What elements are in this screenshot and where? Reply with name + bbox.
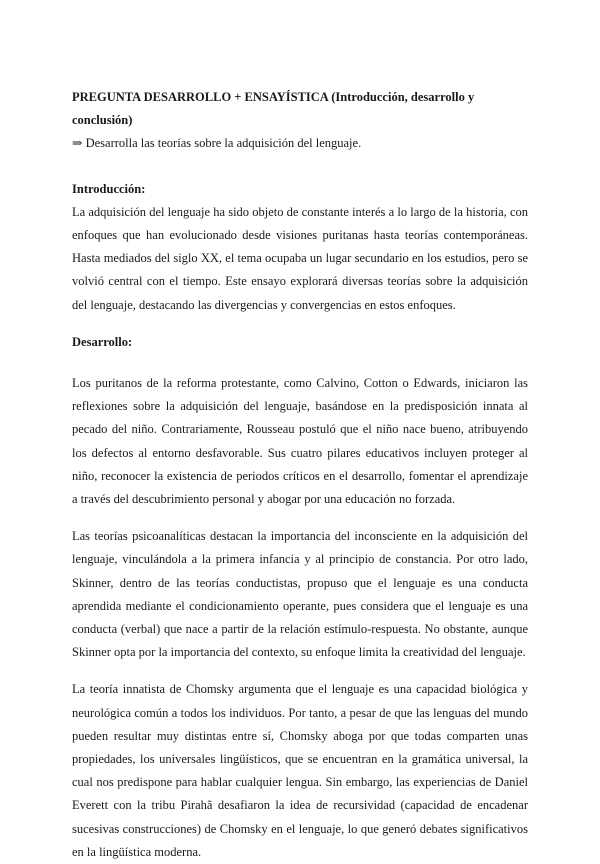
document-title: PREGUNTA DESARROLLO + ENSAYÍSTICA (Introducción, desarrollo y conclusión) xyxy=(72,90,475,128)
intro-heading: Introducción: xyxy=(72,181,146,196)
development-paragraph-1: Los puritanos de la reforma protestante, como Calvino, Cotton o Edwards, iniciaron las reflexiones sobre la adquisición del lenguaje, basándose en la predisposición innata al pecado del niño. Contrariamente, Rousseau postuló que el niño nace bueno, atribuyendo los defectos al entorno desfavorable. Sus cuatro pilares educativos incluyen proteger al niño, reconocer la existencia de periodos críticos en el desarrollo, fomentar el aprendizaje a través del descubrimiento personal y abogar por una educación no forzada. xyxy=(72,376,528,507)
development-paragraph-3: La teoría innatista de Chomsky argumenta que el lenguaje es una capacidad biológica y neurológica común a todos los individuos. Por tanto, a pesar de que las lenguas del mundo pueden resultar muy distintas entre sí, Chomsky aboga por que todas comparten unas propiedades, los universales lingüísticos, que se encuentran en la gramática universal, la cual nos predispone para hablar cualquier lengua. Sin embargo, las experiencias de Daniel Everett con la tribu Pirahã desafiaron la idea de recursividad (capacidad de encadenar sucesivas construcciones) de Chomsky en el lenguaje, lo que generó debates significativos en la lingüística moderna. xyxy=(72,682,528,859)
development-paragraph-2: Las teorías psicoanalíticas destacan la importancia del inconsciente en la adquisición del lenguaje, vinculándola a la primera infancia y al principio de constancia. Por otro lado, Skinner, dentro de las teorías conductistas, propuso que el lenguaje es una conducta aprendida mediante el condicionamiento operante, pues considera que el lenguaje es una conducta (verbal) que nace a partir de la relación estímulo-respuesta. No obstante, aunque Skinner opta por la importancia del contexto, su enfoque limita la creatividad del lenguaje. xyxy=(72,529,528,660)
development-heading: Desarrollo: xyxy=(72,334,133,349)
intro-paragraph: La adquisición del lenguaje ha sido objeto de constante interés a lo largo de la historia, con enfoques que han evolucionado desde visiones puritanas hasta teorías contemporáneas. Hasta mediados del siglo XX, el tema ocupaba un lugar secundario en los estudios, pero se volvió central con el tiempo. Este ensayo explorará diversas teorías sobre la adquisición del lenguaje, destacando las divergencias y convergencias en estos enfoques. xyxy=(72,204,528,312)
question-prompt: ⇒ Desarrolla las teorías sobre la adquisición del lenguaje. xyxy=(72,136,362,151)
